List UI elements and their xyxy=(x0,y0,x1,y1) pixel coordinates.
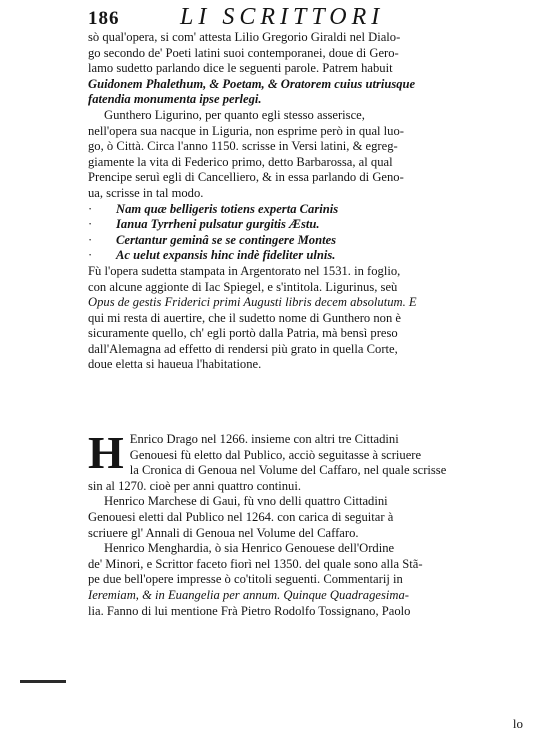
verse-mark: · xyxy=(88,248,93,263)
text-line: nell'opera sua nacque in Liguria, non esprime però in qual luo- xyxy=(88,123,404,138)
text-line: Guidonem Phalethum, & Poetam, & Oratorem cuius utriusque xyxy=(88,76,416,91)
catchword: lo xyxy=(512,716,523,731)
text-line: go secondo de' Poeti latini suoi contemporanei, doue di Gero- xyxy=(88,45,399,60)
text-line: sò qual'opera, si com' attesta Lilio Gregorio Giraldi nel Dialo- xyxy=(88,30,401,44)
text-line: con alcune aggionte di Iac Spiegel, e s'intitola. Ligurinus, seù xyxy=(88,279,398,294)
text-line: sicuramente quello, ch' egli portò dalla Patria, mà bensì preso xyxy=(88,326,398,341)
text-line: qui mi resta di auertire, che il sudetto nome di Gunthero non è xyxy=(88,310,402,325)
entry-gunthero: Gunthero Ligurino, per quanto egli stesso asserisce, xyxy=(104,107,365,122)
verse-line xyxy=(88,248,514,264)
entry-henrico-marchese: Henrico Marchese di Gaui, fù vno delli quattro Cittadini xyxy=(104,494,388,509)
text-line: scriuere gl' Annali di Genoua nel Volume del Caffaro. xyxy=(88,525,359,540)
verse-line xyxy=(88,217,514,233)
text-line: Genouesi fù eletto dal Publico, acciò seguitasse à scriuere xyxy=(129,447,422,462)
verse-mark: · xyxy=(88,232,93,247)
text-line: Genouesi eletti dal Publico nel 1264. con carica di seguitar à xyxy=(88,509,394,524)
text-line: fatendia monumenta ipse perlegi. xyxy=(88,92,262,107)
entry-section xyxy=(88,427,514,619)
text-line: ua, scrisse in tal modo. xyxy=(88,185,204,200)
verse-mark: · xyxy=(88,201,93,216)
text-line: giamente la vita di Federico primo, detto Barbarossa, al qual xyxy=(88,154,393,169)
text-line: go, ò Città. Circa l'anno 1150. scrisse in Versi latini, & egreg- xyxy=(88,139,398,154)
main-text xyxy=(88,30,514,373)
running-head: LI SCRITTORI xyxy=(180,4,385,30)
text-line: Fù l'opera sudetta stampata in Argentorato nel 1531. in foglio, xyxy=(88,263,401,278)
verse-text: Ianua Tyrrheni pulsatur gurgitis Æstu. xyxy=(116,217,320,232)
page-header xyxy=(88,4,528,30)
text-line: la Cronica di Genoua nel Volume del Caffaro, nel quale scrisse xyxy=(129,463,447,478)
text-line: Prencipe seruì egli di Cancelliero, & in essa parlando di Geno- xyxy=(88,170,404,185)
text-line: Opus de gestis Friderici primi Augusti libris decem absolutum. E xyxy=(88,295,417,310)
text-line: dall'Alemagna ad effetto di rendersi più grato in quella Corte, xyxy=(88,341,398,356)
page-number: 186 xyxy=(88,8,120,29)
text-line: de' Minori, e Scrittor faceto fiorì nel 1350. del quale sono alla Stã- xyxy=(88,556,423,571)
entry-enrico-drago: Enrico Drago nel 1266. insieme con altri tre Cittadini xyxy=(129,432,399,446)
verse-line xyxy=(88,202,514,218)
text-line: pe due bell'opere impresse ò co'titoli seguenti. Commentarij in xyxy=(88,572,403,587)
text-line: Ieremiam, & in Euangelia per annum. Quinque Quadragesima- xyxy=(88,587,409,602)
verse-mark: · xyxy=(88,217,93,232)
drop-cap: H xyxy=(88,427,124,478)
text-line: doue eletta si haueua l'habitatione. xyxy=(88,357,262,372)
verse-text: Certantur geminâ se se contingere Montes xyxy=(116,232,337,247)
verse-line xyxy=(88,233,514,249)
text-line: lamo sudetto parlando dice le seguenti parole. Patrem habuit xyxy=(88,61,393,76)
text-line: lia. Fanno di lui mentione Frà Pietro Rodolfo Tossignano, Paolo xyxy=(88,603,411,618)
verse-text: Nam quæ belligeris totiens experta Carinis xyxy=(116,201,339,216)
text-line: sin al 1270. cioè per anni quattro continui. xyxy=(88,478,301,493)
margin-rule xyxy=(20,680,66,683)
verse-text: Ac uelut expansis hinc indè fideliter ulnis. xyxy=(116,248,336,263)
entry-henrico-menghardia: Henrico Menghardia, ò sia Henrico Genouese dell'Ordine xyxy=(104,541,395,556)
